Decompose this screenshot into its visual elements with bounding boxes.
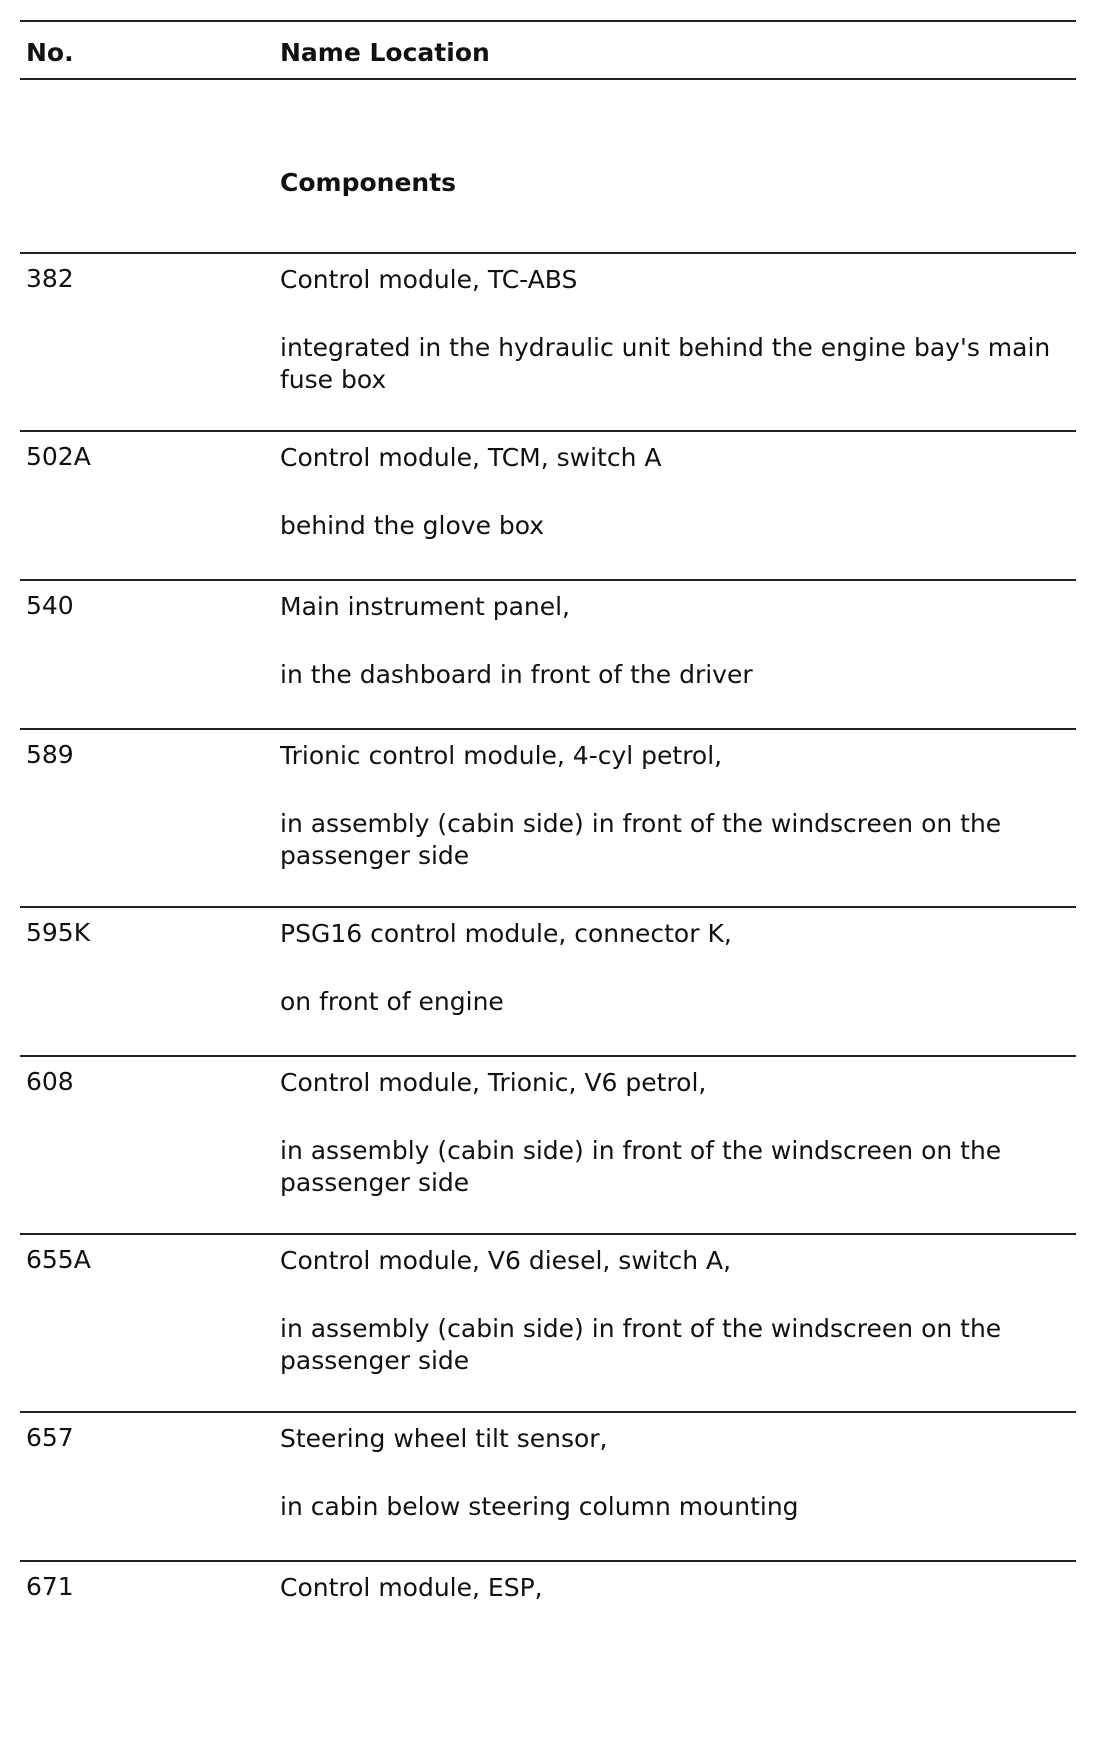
component-details [280,908,1070,1018]
component-number: 595K [26,918,91,947]
component-name: Trionic control module, 4-cyl petrol, [280,741,723,770]
column-header-no: No. [26,38,74,67]
component-details [280,1235,1070,1377]
component-number: 382 [26,264,74,293]
table-row [20,1235,1076,1411]
component-name: Control module, TC-ABS [280,265,578,294]
table-row [20,254,1076,430]
component-name: Steering wheel tilt sensor, [280,1424,608,1453]
component-location: in cabin below steering column mounting [280,1492,799,1521]
component-number: 671 [26,1572,74,1601]
table-row [20,1413,1076,1560]
component-number: 540 [26,591,74,620]
component-name: Control module, TCM, switch A [280,443,662,472]
component-number: 655A [26,1245,91,1274]
component-number: 608 [26,1067,74,1096]
component-details [280,254,1070,396]
component-details [280,1413,1070,1523]
component-location: on front of engine [280,987,504,1016]
component-name: Control module, Trionic, V6 petrol, [280,1068,707,1097]
component-location: integrated in the hydraulic unit behind the engine bay's main fuse box [280,333,1051,394]
component-location: behind the glove box [280,511,545,540]
table-row [20,581,1076,728]
table-row [20,730,1076,906]
component-number: 657 [26,1423,74,1452]
component-details [280,730,1070,872]
component-name: Control module, ESP, [280,1573,543,1602]
component-name: Control module, V6 diesel, switch A, [280,1246,732,1275]
section-title: Components [280,168,457,197]
table-row [20,908,1076,1055]
component-name: PSG16 control module, connector K, [280,919,732,948]
component-name: Main instrument panel, [280,592,571,621]
table-row [20,1057,1076,1233]
section-heading-row [20,80,1076,252]
component-number: 502A [26,442,91,471]
component-details [280,1562,1070,1604]
component-details [280,1057,1070,1199]
component-details [280,432,1070,542]
table-row [20,432,1076,579]
component-location: in assembly (cabin side) in front of the windscreen on the passenger side [280,809,1002,870]
table-row [20,1562,1076,1622]
table-header [20,22,1076,78]
component-location: in assembly (cabin side) in front of the windscreen on the passenger side [280,1314,1002,1375]
component-number: 589 [26,740,74,769]
table-body [20,252,1076,1622]
component-details [280,581,1070,691]
components-table [20,20,1076,1622]
component-location: in assembly (cabin side) in front of the windscreen on the passenger side [280,1136,1002,1197]
component-location: in the dashboard in front of the driver [280,660,753,689]
column-header-name-location: Name Location [280,38,490,67]
